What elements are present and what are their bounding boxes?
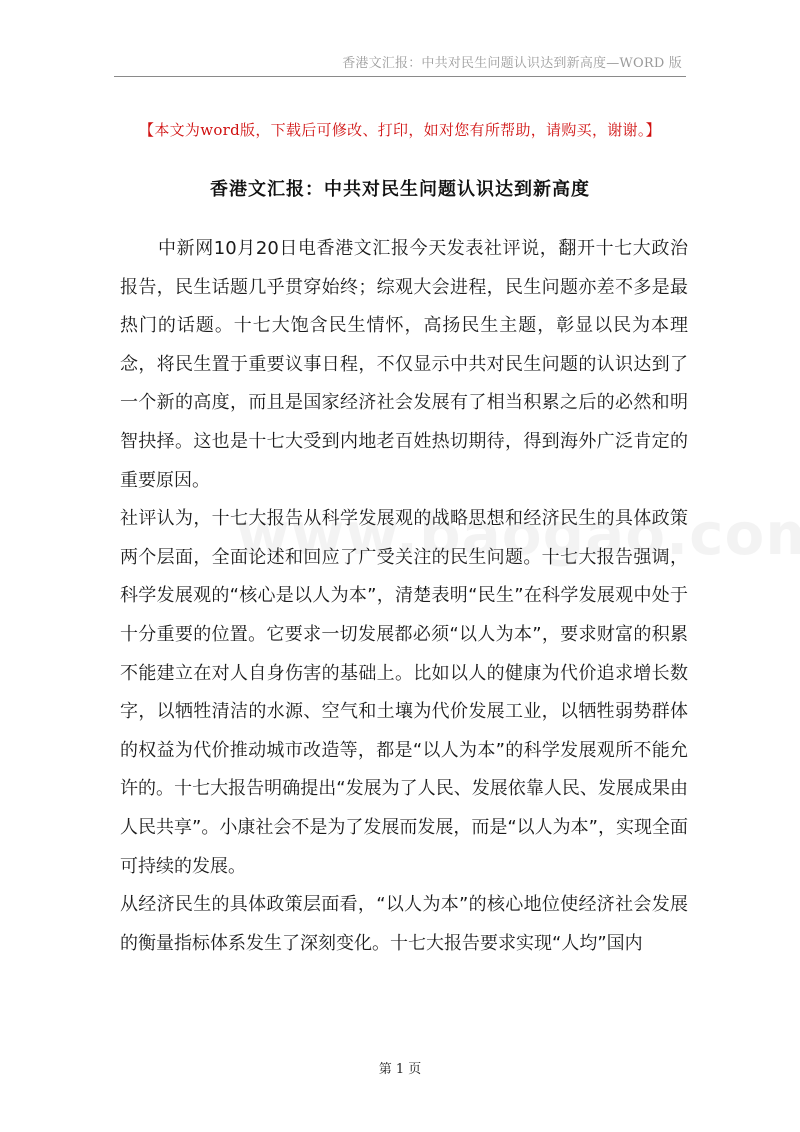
running-header: 香港文汇报：中共对民生问题认识达到新高度—WORD 版 [342, 56, 682, 71]
document-title: 香港文汇报：中共对民生问题认识达到新高度 [210, 179, 590, 200]
paragraph-editorial: 社评认为，十七大报告从科学发展观的战略思想和经济民生的具体政策两个层面，全面论述和回应了广受关注的民生问题。十七大报告强调，科学发展观的“核心是以人为本”，清楚表明“民生”在科学发展观中处于十分重要的位置。它要求一切发展都必须“以人为本”，要求财富的积累不能建立在对人自身伤害的基础上。比如以人的健康为代价追求增长数字，以牺牲清洁的水源、空气和土壤为代价发展工业，以牺牲弱势群体的权益为代价推动城市改造等，都是“以人为本”的科学发展观所不能允许的。十七大报告明确提出“发展为了人民、发展依靠人民、发展成果由人民共享”。小康社会不是为了发展而发展，而是“以人为本”，实现全面可持续的发展。 [120, 508, 688, 877]
document-body [120, 230, 688, 963]
paragraph-intro: 中新网10月20日电香港文汇报今天发表社评说，翻开十七大政治报告，民生话题几乎贯穿始终；综观大会进程，民生问题亦差不多是最热门的话题。十七大饱含民生情怀，高扬民生主题，彰显以民为本理念，将民生置于重要议事日程，不仅显示中共对民生问题的认识达到了一个新的高度，而且是国家经济社会发展有了相当积累之后的必然和明智抉择。这也是十七大受到内地老百姓热切期待，得到海外广泛肯定的重要原因。 [120, 238, 688, 491]
page-number: 第 1 页 [378, 1062, 422, 1077]
header-divider [114, 76, 686, 77]
download-notice: 【本文为word版，下载后可修改、打印，如对您有所帮助，请购买，谢谢。】 [139, 121, 661, 139]
paragraph-policy: 从经济民生的具体政策层面看，“以人为本”的核心地位使经济社会发展的衡量指标体系发生了深刻变化。十七大报告要求实现“人均”国内 [120, 894, 688, 954]
